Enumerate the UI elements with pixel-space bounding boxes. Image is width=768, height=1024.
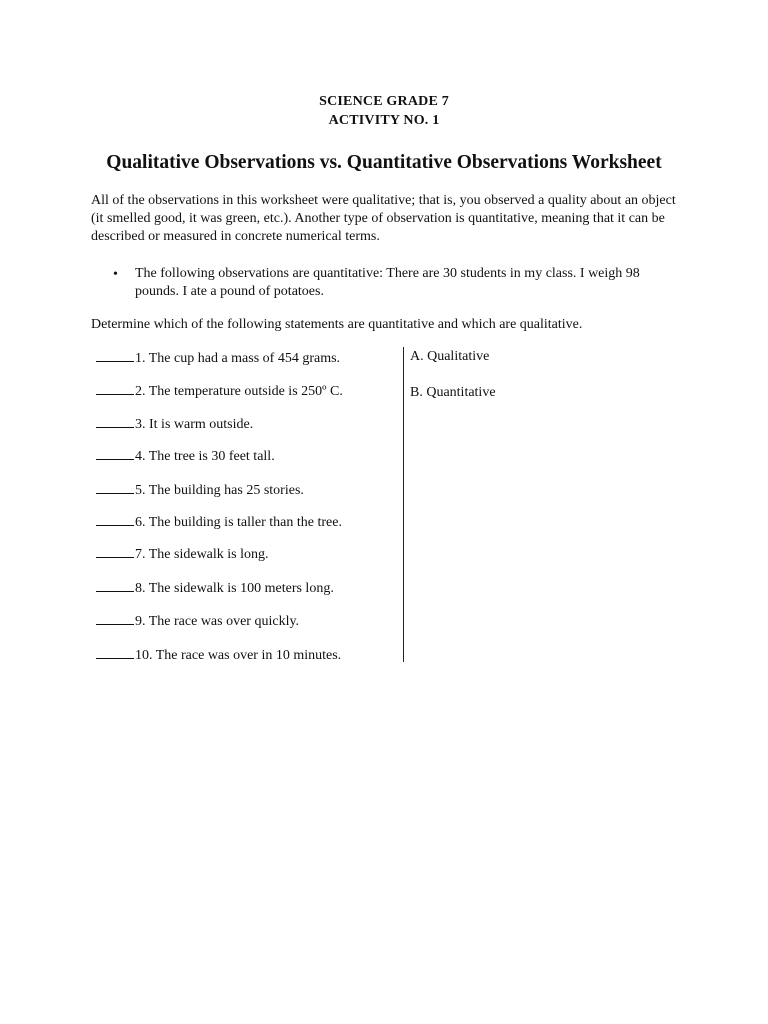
question-item[interactable] bbox=[96, 611, 396, 631]
question-item[interactable] bbox=[96, 446, 396, 466]
question-text: 8. The sidewalk is 100 meters long. bbox=[135, 581, 334, 596]
answer-blank[interactable] bbox=[96, 578, 134, 592]
answer-blank[interactable] bbox=[96, 645, 134, 659]
question-item[interactable] bbox=[96, 381, 396, 401]
option-quantitative: B. Quantitative bbox=[410, 385, 496, 400]
question-text: 7. The sidewalk is long. bbox=[135, 547, 269, 562]
question-text: 5. The building has 25 stories. bbox=[135, 483, 304, 498]
question-item[interactable] bbox=[96, 645, 396, 665]
answer-blank[interactable] bbox=[96, 446, 134, 460]
question-item[interactable] bbox=[96, 512, 396, 532]
question-text: 2. The temperature outside is 250º C. bbox=[135, 384, 343, 399]
question-text: 6. The building is taller than the tree. bbox=[135, 515, 342, 530]
question-item[interactable] bbox=[96, 348, 396, 368]
bullet-dot-icon: • bbox=[113, 267, 118, 282]
question-item[interactable] bbox=[96, 414, 396, 434]
answer-blank[interactable] bbox=[96, 381, 134, 395]
column-divider bbox=[403, 347, 404, 662]
question-text: 10. The race was over in 10 minutes. bbox=[135, 648, 342, 663]
answer-blank[interactable] bbox=[96, 480, 134, 494]
instruction-text: Determine which of the following statements are quantitative and which are qualitative. bbox=[91, 317, 583, 332]
question-text: 9. The race was over quickly. bbox=[135, 614, 300, 629]
question-text: 4. The tree is 30 feet tall. bbox=[135, 449, 275, 464]
grade-heading: SCIENCE GRADE 7 bbox=[319, 94, 449, 109]
intro-paragraph: All of the observations in this worksheet were qualitative; that is, you observed a quality about an object (it smelled good, it was green, etc.). Another type of observation is quantitative, meaning that it can be described or measured in concrete numerical terms. bbox=[91, 193, 676, 244]
answer-blank[interactable] bbox=[96, 544, 134, 558]
question-item[interactable] bbox=[96, 480, 396, 500]
answer-blank[interactable] bbox=[96, 348, 134, 362]
option-qualitative: A. Qualitative bbox=[410, 349, 490, 364]
answer-blank[interactable] bbox=[96, 611, 134, 625]
activity-heading: ACTIVITY NO. 1 bbox=[328, 113, 440, 128]
question-text: 1. The cup had a mass of 454 grams. bbox=[135, 351, 341, 366]
answer-blank[interactable] bbox=[96, 414, 134, 428]
question-text: 3. It is warm outside. bbox=[135, 417, 254, 432]
question-item[interactable] bbox=[96, 578, 396, 598]
question-item[interactable] bbox=[96, 544, 396, 564]
answer-blank[interactable] bbox=[96, 512, 134, 526]
bullet-text: The following observations are quantitative: There are 30 students in my class. I weigh 98 pounds. I ate a pound of potatoes. bbox=[135, 266, 640, 299]
worksheet-title: Qualitative Observations vs. Quantitative Observations Worksheet bbox=[106, 152, 662, 173]
